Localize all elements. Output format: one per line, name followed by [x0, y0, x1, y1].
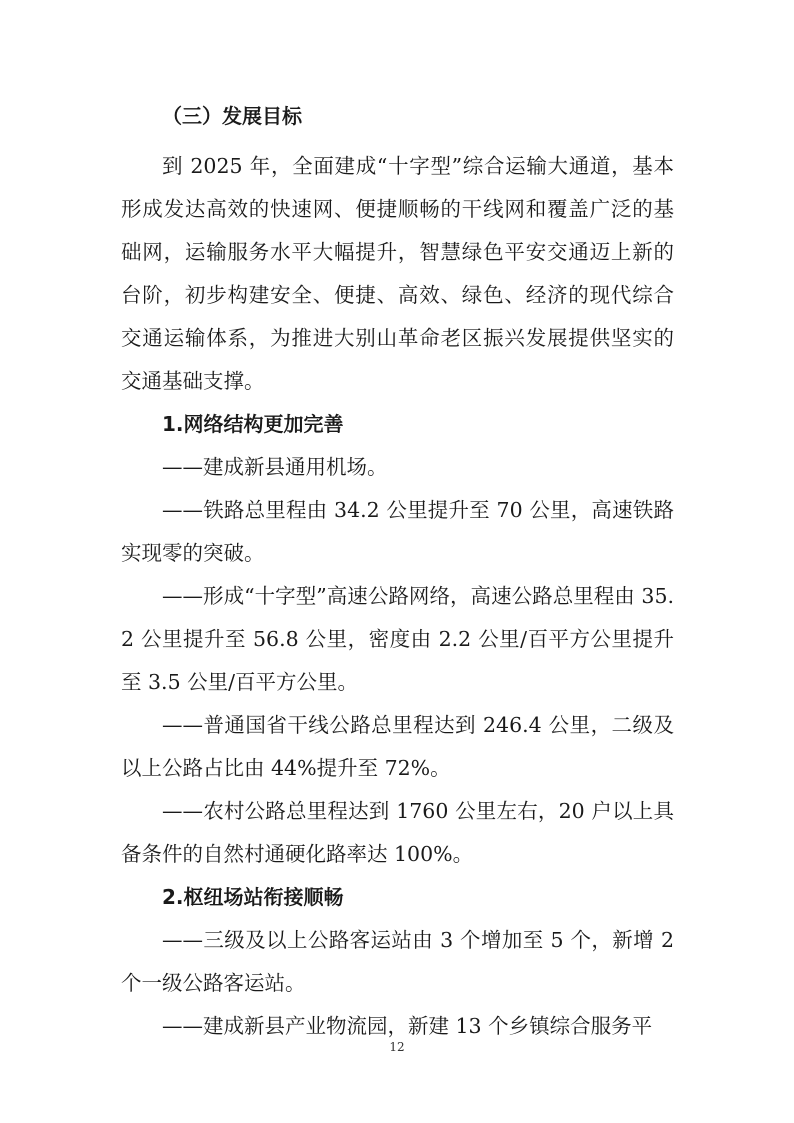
goal-heading-network: 1.网络结构更加完善	[162, 412, 344, 436]
goal-item: ——建成新县通用机场。	[162, 455, 388, 479]
goal-item: ——农村公路总里程达到 1760 公里左右，20 户以上具备条件的自然村通硬化路率达 100%。	[121, 799, 674, 866]
goal-item: ——普通国省干线公路总里程达到 246.4 公里，二级及以上公路占比由 44%提升至 72%。	[121, 713, 674, 780]
page-number: 12	[389, 1040, 405, 1054]
intro-paragraph: 到 2025 年，全面建成“十字型”综合运输大通道，基本形成发达高效的快速网、便捷顺畅的干线网和覆盖广泛的基础网，运输服务水平大幅提升，智慧绿色平安交通迈上新的台阶，初步构建安全、便捷、高效、绿色、经济的现代综合交通运输体系，为推进大别山革命老区振兴发展提供坚实的交通基础支撑。	[121, 154, 674, 393]
goal-item: ——建成新县产业物流园，新建 13 个乡镇综合服务平	[162, 1014, 653, 1038]
goal-item: ——铁路总里程由 34.2 公里提升至 70 公里，高速铁路实现零的突破。	[121, 498, 674, 565]
section-heading: （三）发展目标	[162, 104, 302, 128]
document-page	[121, 95, 674, 1048]
goal-item: ——三级及以上公路客运站由 3 个增加至 5 个，新增 2 个一级公路客运站。	[121, 928, 674, 995]
goal-heading-hub: 2.枢纽场站衔接顺畅	[162, 885, 344, 909]
goal-item: ——形成“十字型”高速公路网络，高速公路总里程由 35.2 公里提升至 56.8 公里，密度由 2.2 公里/百平方公里提升至 3.5 公里/百平方公里。	[121, 584, 674, 694]
